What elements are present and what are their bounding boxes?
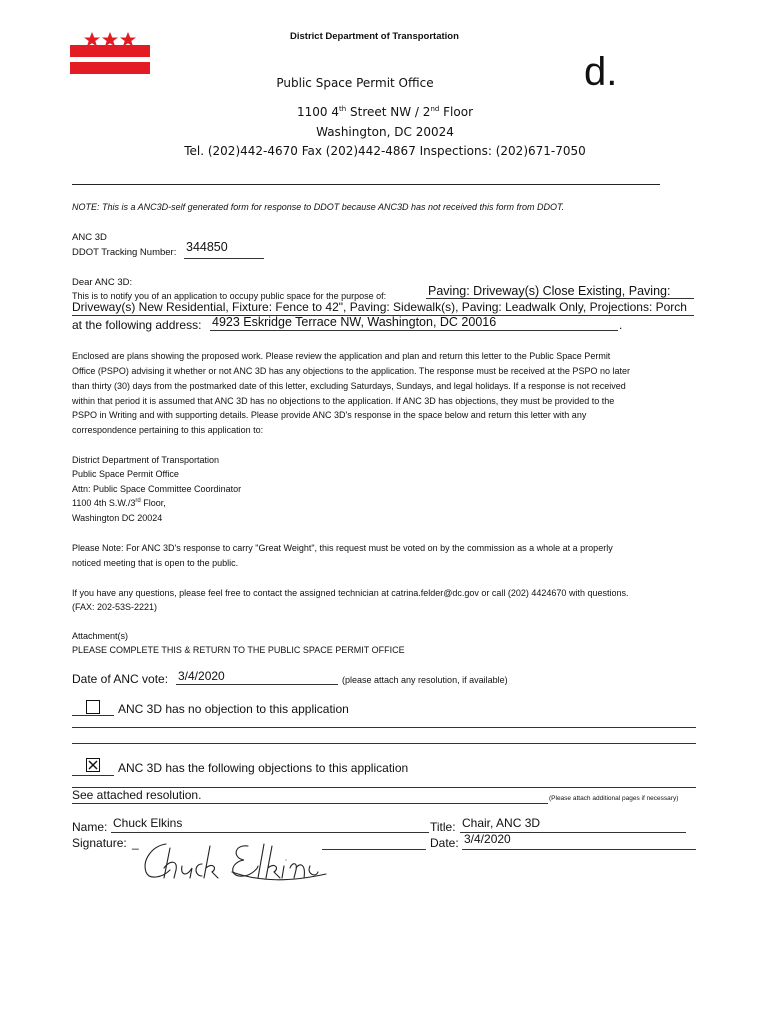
ddot-d-logo: d. xyxy=(584,50,618,94)
office-city: Washington, DC 20024 xyxy=(316,125,454,139)
body-paragraph-line: Enclosed are plans showing the proposed work. Please review the application and plan and return this letter to the Public Space Permit xyxy=(72,351,611,361)
body-paragraph-line: than thirty (30) days from the postmarked date of this letter, excluding Saturdays, Sundays, and legal holidays. If a response is not received xyxy=(72,381,626,391)
purpose-line-1: Paving: Driveway(s) Close Existing, Paving: xyxy=(428,284,671,298)
return-address-line: District Department of Transportation xyxy=(72,455,220,465)
address-value: 4923 Eskridge Terrace NW, Washington, DC 20016 xyxy=(212,315,497,329)
comment-line xyxy=(72,727,696,728)
signature-label: Signature: xyxy=(72,836,127,850)
body-paragraph-line: PSPO in Writing and with supporting details. Please provide ANC 3D's response in the space below and return this letter with any xyxy=(72,410,587,420)
header-divider xyxy=(72,184,660,185)
return-address-line: 1100 4th S.W./3rd Floor, xyxy=(72,498,166,508)
return-address-line: Washington DC 20024 xyxy=(72,513,163,523)
vote-date-value[interactable]: 3/4/2020 xyxy=(178,669,225,683)
address-underline xyxy=(210,330,618,331)
office-name: Public Space Permit Office xyxy=(276,76,434,90)
office-phones: Tel. (202)442-4670 Fax (202)442-4867 Inspections: (202)671-7050 xyxy=(184,144,586,158)
objections-checkbox[interactable] xyxy=(86,758,100,772)
please-note-line: Please Note: For ANC 3D's response to carry "Great Weight", this request must be voted on by the commission as a whole at a properly xyxy=(72,543,613,553)
dc-flag-logo xyxy=(70,30,150,76)
title-label: Title: xyxy=(430,820,456,834)
objection-underline xyxy=(72,803,548,804)
anc-name: ANC 3D xyxy=(72,232,107,243)
please-note-line: noticed meeting that is open to the public. xyxy=(72,558,239,568)
department-name: District Department of Transportation xyxy=(290,31,459,42)
handwritten-signature[interactable] xyxy=(140,838,330,883)
objection-text[interactable]: See attached resolution. xyxy=(72,788,202,802)
name-value[interactable]: Chuck Elkins xyxy=(113,816,183,830)
check-x-icon xyxy=(87,759,99,771)
objections-blank xyxy=(72,775,114,776)
salutation: Dear ANC 3D: xyxy=(72,277,133,288)
tracking-number: 344850 xyxy=(186,240,228,254)
no-objection-blank xyxy=(72,715,114,716)
purpose-underline-1 xyxy=(426,298,694,299)
questions-line: (FAX: 202-53S-2221) xyxy=(72,602,158,612)
objections-label: ANC 3D has the following objections to this application xyxy=(118,761,409,775)
questions-line: If you have any questions, please feel free to contact the assigned technician at catrina.felder@dc.gov or call (202) 4424670 with questions. xyxy=(72,588,629,598)
address-end: . xyxy=(619,318,623,332)
complete-return-notice: PLEASE COMPLETE THIS & RETURN TO THE PUBLIC SPACE PERMIT OFFICE xyxy=(72,645,405,655)
tracking-label: DDOT Tracking Number: xyxy=(72,247,177,258)
date-label: Date: xyxy=(430,836,459,850)
vote-date-label: Date of ANC vote: xyxy=(72,672,169,686)
return-address-line: Public Space Permit Office xyxy=(72,469,179,479)
body-paragraph-line: within that period it is assumed that ANC 3D has no objections to the application. If ANC 3D has objections, they must be provided to the xyxy=(72,396,615,406)
body-paragraph-line: correspondence pertaining to this application to: xyxy=(72,425,264,435)
purpose-line-2: Driveway(s) New Residential, Fixture: Fence to 42", Paving: Sidewalk(s), Paving: Leadwalk Only, Projections: Porch xyxy=(72,300,687,314)
date-underline xyxy=(462,849,696,850)
address-label: at the following address: xyxy=(72,318,202,332)
signature-underline xyxy=(322,849,426,850)
attachments-label: Attachment(s) xyxy=(72,631,129,641)
vote-date-hint: (please attach any resolution, if available) xyxy=(342,675,508,685)
comment-line xyxy=(72,743,696,744)
additional-pages-hint: (Please attach additional pages if necessary) xyxy=(549,795,679,802)
no-objection-label: ANC 3D has no objection to this application xyxy=(118,702,349,716)
body-paragraph-line: Office (PSPO) advising it whether or not ANC 3D has any objections to the application. The response must be received at the PSPO no later xyxy=(72,366,630,376)
title-value[interactable]: Chair, ANC 3D xyxy=(462,816,541,830)
name-underline xyxy=(111,832,429,833)
purpose-intro: This is to notify you of an application to occupy public space for the purpose of: xyxy=(72,291,387,301)
date-value[interactable]: 3/4/2020 xyxy=(464,832,511,846)
name-label: Name: xyxy=(72,820,108,834)
form-note: NOTE: This is a ANC3D-self generated form for response to DDOT because ANC3D has not received this form from DDOT. xyxy=(72,202,565,212)
vote-date-underline xyxy=(176,684,338,685)
no-objection-checkbox[interactable] xyxy=(86,700,100,714)
signature-prefix: _ xyxy=(132,836,139,850)
tracking-underline xyxy=(184,258,264,259)
office-address: 1100 4th Street NW / 2nd Floor xyxy=(297,105,473,119)
return-address-line: Attn: Public Space Committee Coordinator xyxy=(72,484,242,494)
